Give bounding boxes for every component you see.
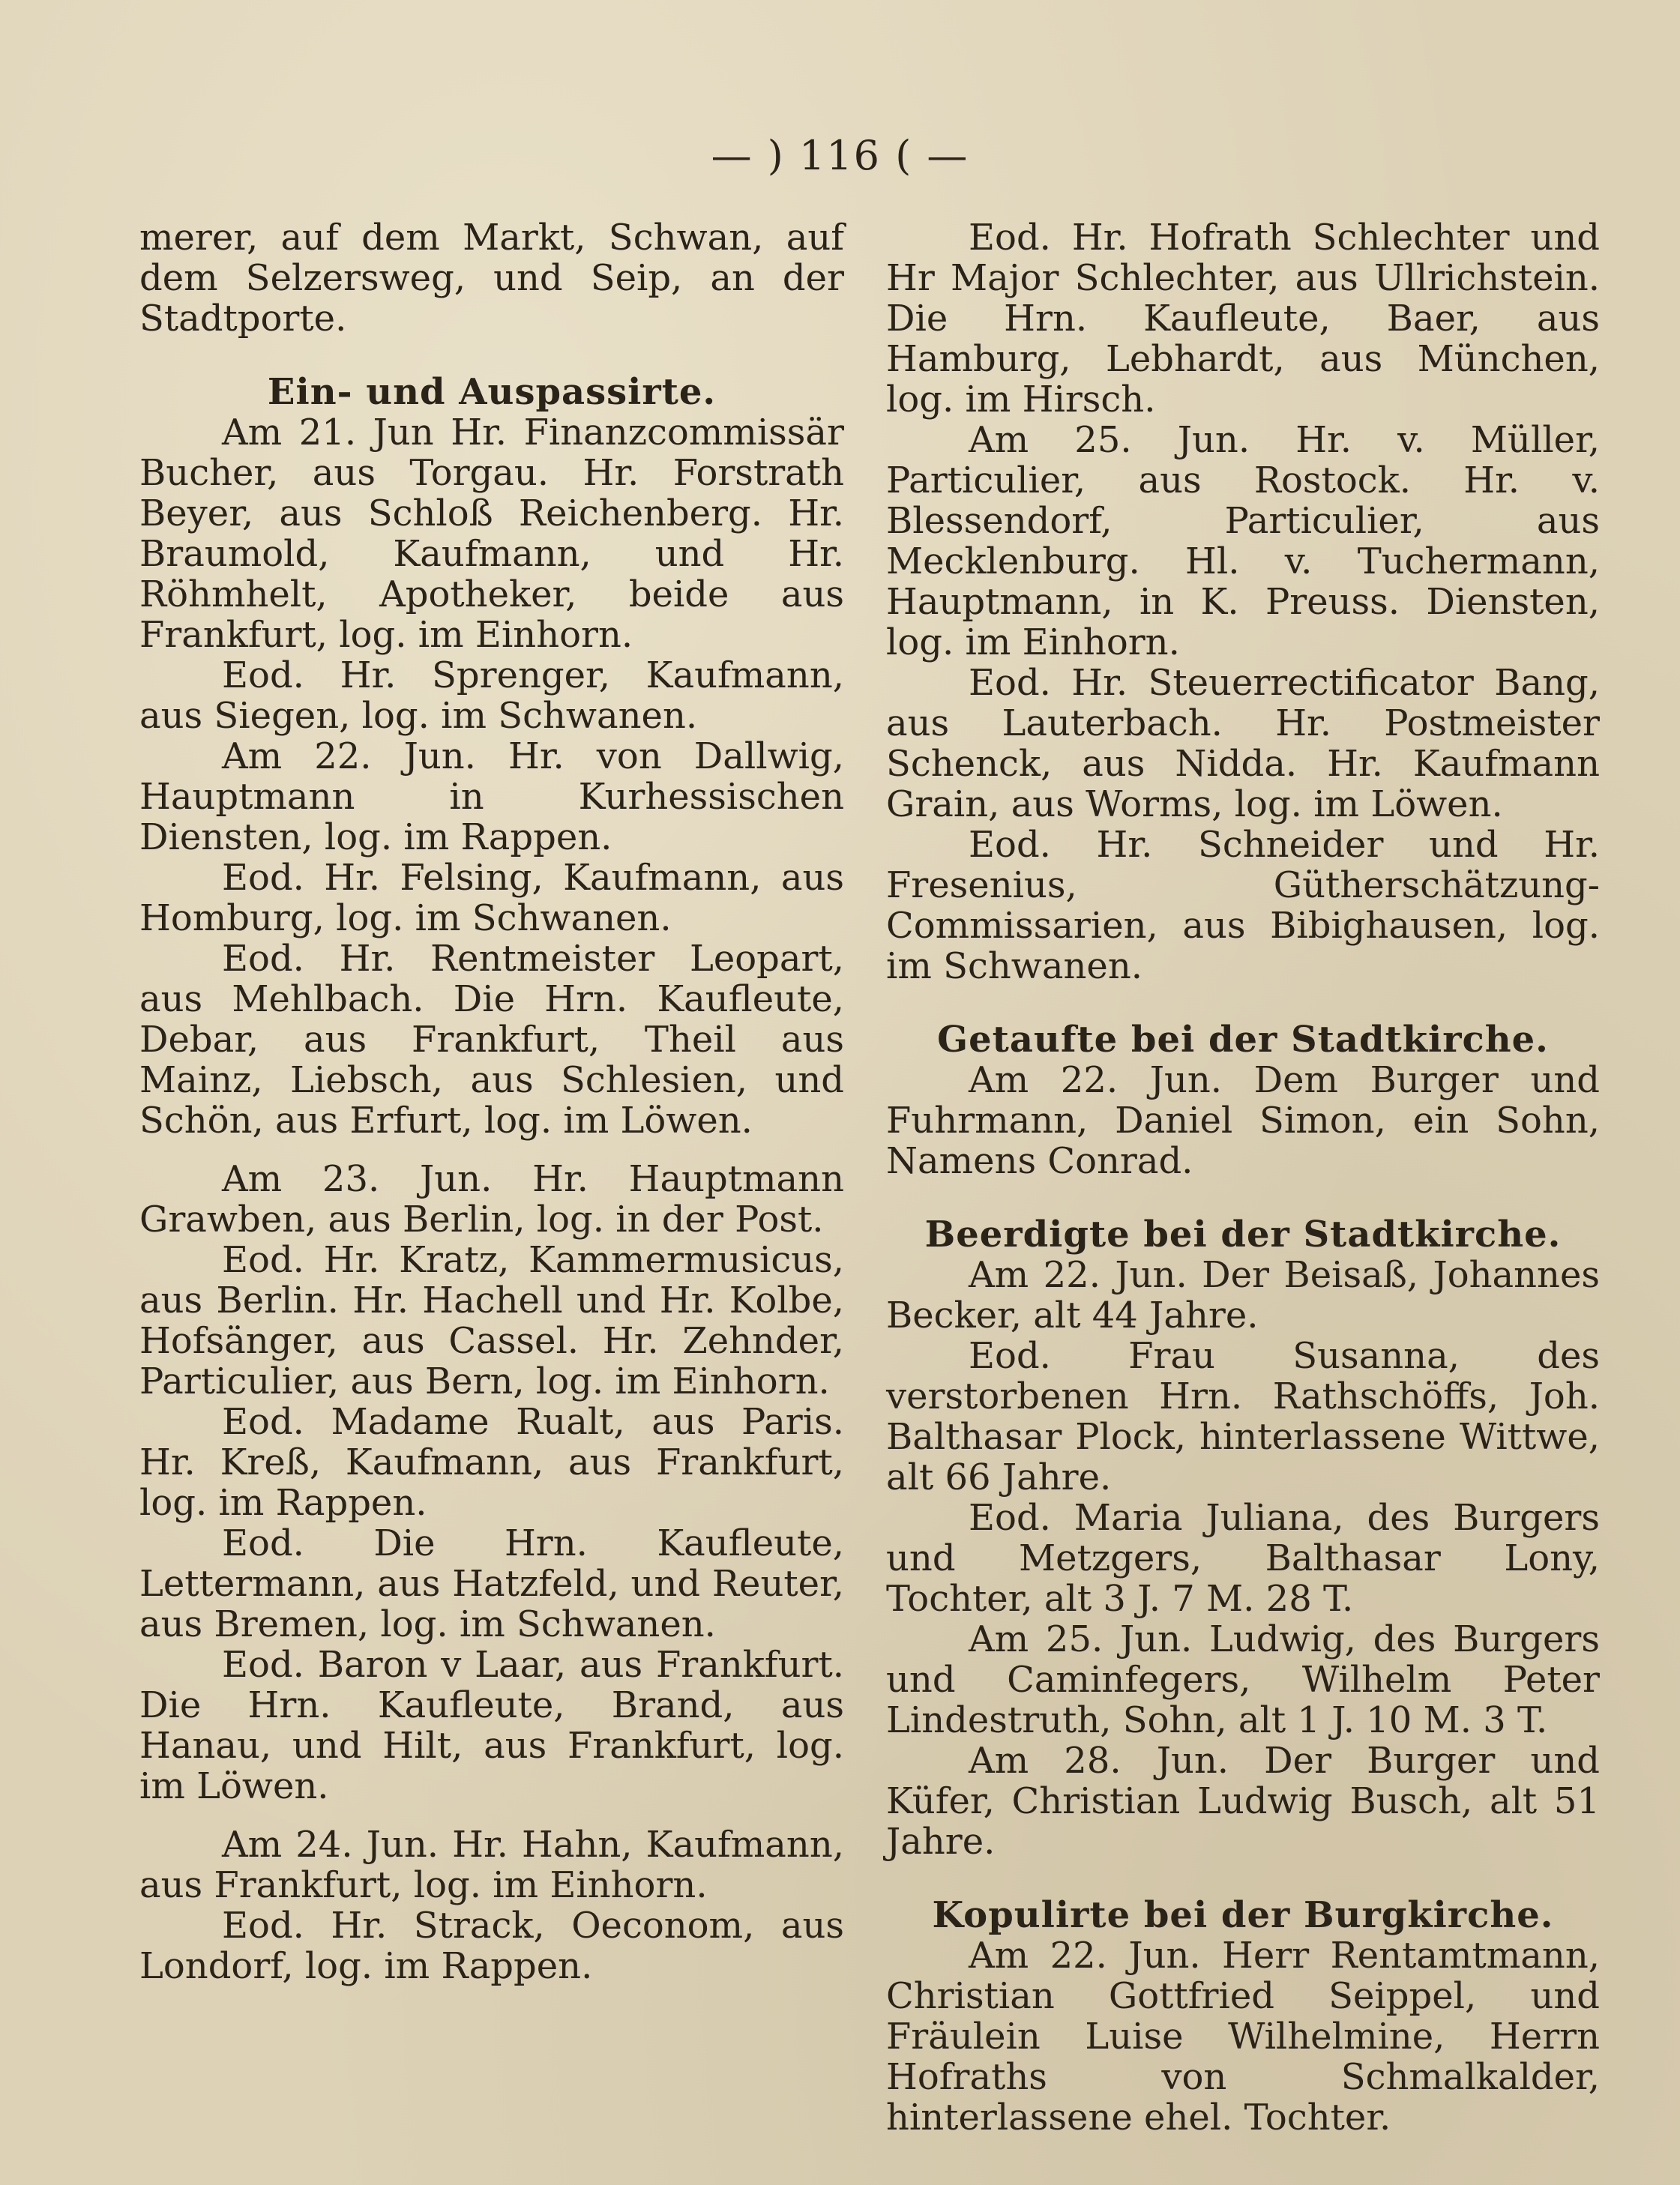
entry-paragraph: Eod. Hr. Rentmeister Leopart, aus Mehlbach. Die Hrn. Kaufleute, Debar, aus Frankfurt, Theil aus Mainz, Liebsch, aus Schlesien, und Schön, aus Erfurt, log. im Löwen. [139,938,844,1142]
entry-paragraph: Eod. Maria Juliana, des Burgers und Metzgers, Balthasar Lony, Tochter, alt 3 J. 7 M. 28 T. [886,1497,1600,1620]
section-heading-marriages: Kopulirte bei der Burgkirche. [932,1894,1554,1936]
entry-paragraph: Am 22. Jun. Der Beisaß, Johannes Becker, alt 44 Jahre. [886,1254,1600,1336]
section-heading-baptisms: Getaufte bei der Stadtkirche. [937,1019,1549,1061]
entry-paragraph: Am 24. Jun. Hr. Hahn, Kaufmann, aus Frankfurt, log. im Einhorn. [139,1824,844,1906]
entry-paragraph: Am 28. Jun. Der Burger und Küfer, Christian Ludwig Busch, alt 51 Jahre. [886,1740,1600,1863]
right-column [886,217,1600,2138]
entry-paragraph: Am 23. Jun. Hr. Hauptmann Grawben, aus Berlin, log. in der Post. [139,1158,844,1241]
entry-paragraph: Am 22. Jun. Dem Burger und Fuhrmann, Daniel Simon, ein Sohn, Namens Conrad. [886,1059,1600,1182]
entry-paragraph: Eod. Frau Susanna, des verstorbenen Hrn. Rathschöffs, Joh. Balthasar Plock, hinterlassene Wittwe, alt 66 Jahre. [886,1335,1600,1498]
section-heading-burials: Beerdigte bei der Stadtkirche. [924,1214,1562,1256]
entry-paragraph: Eod. Hr. Hofrath Schlechter und Hr Major Schlechter, aus Ullrichstein. Die Hrn. Kaufleute, Baer, aus Hamburg, Lebhardt, aus München, log. im Hirsch. [886,217,1600,421]
entry-paragraph: Eod. Hr. Sprenger, Kaufmann, aus Siegen, log. im Schwanen. [139,654,844,737]
entry-paragraph: Am 25. Jun. Hr. v. Müller, Particulier, aus Rostock. Hr. v. Blessendorf, Particulier, aus Mecklenburg. Hl. v. Tuchermann, Hauptmann, in K. Preuss. Diensten, log. im Einhorn. [886,419,1600,663]
entry-paragraph: Eod. Hr. Kratz, Kammermusicus, aus Berlin. Hr. Hachell und Hr. Kolbe, Hofsänger, aus Cassel. Hr. Zehnder, Particulier, aus Bern, log. im Einhorn. [139,1239,844,1402]
section-heading-travellers: Ein- und Auspassirte. [267,371,717,413]
page-number-header: — ) 116 ( — [711,132,969,179]
entry-paragraph: Eod. Hr. Steuerrectificator Bang, aus Lauterbach. Hr. Postmeister Schenck, aus Nidda. Hr. Kaufmann Grain, aus Worms, log. im Löwen. [886,662,1600,825]
entry-paragraph: Eod. Hr. Felsing, Kaufmann, aus Homburg, log. im Schwanen. [139,857,844,939]
continued-paragraph: merer, auf dem Markt, Schwan, auf dem Selzersweg, und Seip, an der Stadtporte. [139,217,844,340]
entry-paragraph: Am 21. Jun Hr. Finanzcommissär Bucher, aus Torgau. Hr. Forstrath Beyer, aus Schloß Reichenberg. Hr. Braumold, Kaufmann, und Hr. Röhmhelt, Apotheker, beide aus Frankfurt, log. im Einhorn. [139,412,844,656]
entry-paragraph: Am 22. Jun. Herr Rentamtmann, Christian Gottfried Seippel, und Fräulein Luise Wilhelmine, Herrn Hofraths von Schmalkalder, hinterlassene ehel. Tochter. [886,1935,1600,2139]
entry-paragraph: Eod. Die Hrn. Kaufleute, Lettermann, aus Hatzfeld, und Reuter, aus Bremen, log. im Schwanen. [139,1522,844,1645]
entry-paragraph: Am 22. Jun. Hr. von Dallwig, Hauptmann in Kurhessischen Diensten, log. im Rappen. [139,735,844,858]
entry-paragraph: Eod. Baron v Laar, aus Frankfurt. Die Hrn. Kaufleute, Brand, aus Hanau, und Hilt, aus Frankfurt, log. im Löwen. [139,1644,844,1807]
entry-paragraph: Eod. Madame Rualt, aus Paris. Hr. Kreß, Kaufmann, aus Frankfurt, log. im Rappen. [139,1401,844,1524]
entry-paragraph: Eod. Hr. Schneider und Hr. Fresenius, Gütherschätzung-Commissarien, aus Bibighausen, log. im Schwanen. [886,824,1600,987]
entry-paragraph: Eod. Hr. Strack, Oeconom, aus Londorf, log. im Rappen. [139,1905,844,1987]
entry-paragraph: Am 25. Jun. Ludwig, des Burgers und Caminfegers, Wilhelm Peter Lindestruth, Sohn, alt 1 J. 10 M. 3 T. [886,1618,1600,1741]
left-column [139,217,844,1986]
